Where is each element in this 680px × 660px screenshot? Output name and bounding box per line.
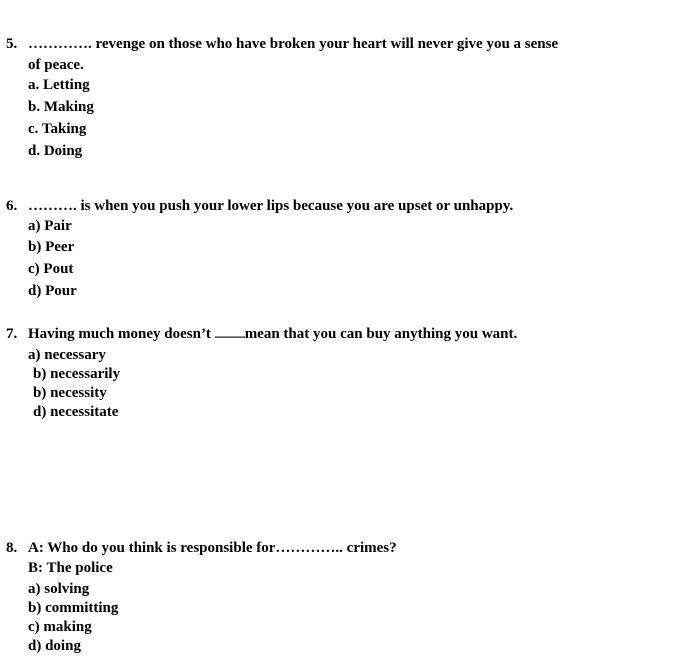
option-a: a) solving bbox=[28, 581, 90, 597]
option-a: a. Letting bbox=[28, 77, 90, 93]
option-c: b) necessity bbox=[33, 385, 107, 401]
option-a: a) Pair bbox=[28, 218, 72, 234]
question-number: 6. bbox=[6, 198, 18, 214]
question-stem: ………. is when you push your lower lips because you are upset or unhappy. bbox=[28, 198, 514, 214]
question-stem: …………. revenge on those who have broken your heart will never give you a sense bbox=[28, 36, 559, 52]
question-stem: A: Who do you think is responsible for………….. crimes? bbox=[28, 540, 397, 556]
question-stem-continued: of peace. bbox=[28, 57, 84, 73]
option-b: b. Making bbox=[28, 99, 94, 115]
option-d: d) Pour bbox=[28, 283, 77, 299]
question-stem-continued: B: The police bbox=[28, 560, 113, 576]
question-stem bbox=[28, 326, 517, 343]
option-c: c) Pout bbox=[28, 261, 74, 277]
option-a: a) necessary bbox=[28, 347, 106, 363]
question-number: 5. bbox=[6, 36, 18, 52]
question-number: 8. bbox=[6, 540, 18, 556]
option-d: d. Doing bbox=[28, 143, 83, 159]
option-b: b) Peer bbox=[28, 239, 75, 255]
question-number: 7. bbox=[6, 326, 18, 342]
option-b: b) committing bbox=[28, 600, 119, 616]
stem-before-blank: Having much money doesn’t bbox=[28, 326, 215, 342]
option-c: c. Taking bbox=[28, 121, 87, 137]
option-c: c) making bbox=[28, 619, 92, 635]
option-d: d) doing bbox=[28, 638, 81, 654]
option-b: b) necessarily bbox=[33, 366, 121, 382]
stem-after-blank: mean that you can buy anything you want. bbox=[244, 326, 518, 342]
option-d: d) necessitate bbox=[33, 404, 119, 420]
answer-blank: ............... bbox=[214, 330, 245, 341]
